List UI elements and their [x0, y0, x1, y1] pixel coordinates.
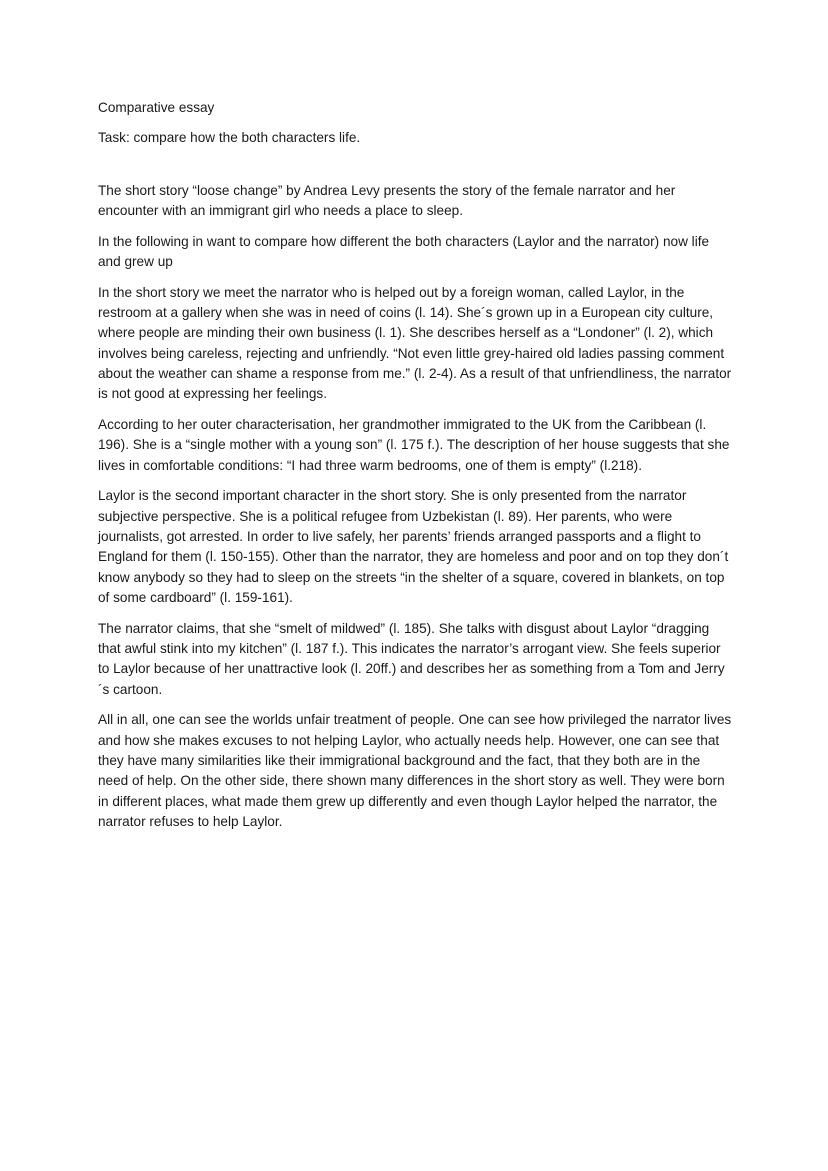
paragraph-laylor: Laylor is the second important character in the short story. She is only presented from the narrator subjective perspective. She is a political refugee from Uzbekistan (l. 89). Her parents, who were journalists, got arrested. In order to live safely, her parents’ friends arranged passports and a flight to England for them (l. 150-155). Other than the narrator, they are homeless and poor and on top they don´t know anybody so they had to sleep on the streets “in the shelter of a square, covered in blankets, on top of some cardboard” (l. 159-161). [98, 488, 729, 605]
paragraph-narrator-view: The narrator claims, that she “smelt of mildwed” (l. 185). She talks with disgust about Laylor “dragging that awful stink into my kitchen” (l. 187 f.). This indicates the narrator’s arrogant view. She feels superior to Laylor because of her unattractive look (l. 20ff.) and describes her as something from a Tom and Jerry´s cartoon. [98, 620, 725, 697]
paragraph-thesis: In the following in want to compare how different the both characters (Laylor and the narrator) now life and grew up [98, 233, 710, 269]
paragraph-outer-characterisation: According to her outer characterisation, her grandmother immigrated to the UK from the Caribbean (l. 196). She is a “single mother with a young son” (l. 175 f.). The description of her house suggests that she lives in comfortable conditions: “I had three warm bedrooms, one of them is empty” (l.218). [98, 417, 730, 473]
paragraph-intro: The short story “loose change” by Andrea Levy presents the story of the female narrator and her encounter with an immigrant girl who needs a place to sleep. [98, 182, 676, 218]
task-line: Task: compare how the both characters life. [98, 130, 361, 146]
document-body [98, 98, 734, 843]
document-title: Comparative essay [98, 100, 215, 115]
paragraph-narrator: In the short story we meet the narrator who is helped out by a foreign woman, called Laylor, in the restroom at a gallery when she was in need of coins (l. 14). She´s grown up in a European city culture, where people are minding their own business (l. 1). She describes herself as a “Londoner” (l. 2), which involves being careless, rejecting and unfriendly. “Not even little grey-haired old ladies passing comment about the weather can shame a response from me.” (l. 2-4). As a result of that unfriendliness, the narrator is not good at expressing her feelings. [98, 284, 732, 402]
paragraph-conclusion: All in all, one can see the worlds unfair treatment of people. One can see how privileged the narrator lives and how she makes excuses to not helping Laylor, who actually needs help. However, one can see that they have many similarities like their immigrational background and the fact, that they both are in the need of help. On the other side, there shown many differences in the short story as well. They were born in different places, what made them grew up differently and even though Laylor helped the narrator, the narrator refuses to help Laylor. [98, 712, 732, 829]
